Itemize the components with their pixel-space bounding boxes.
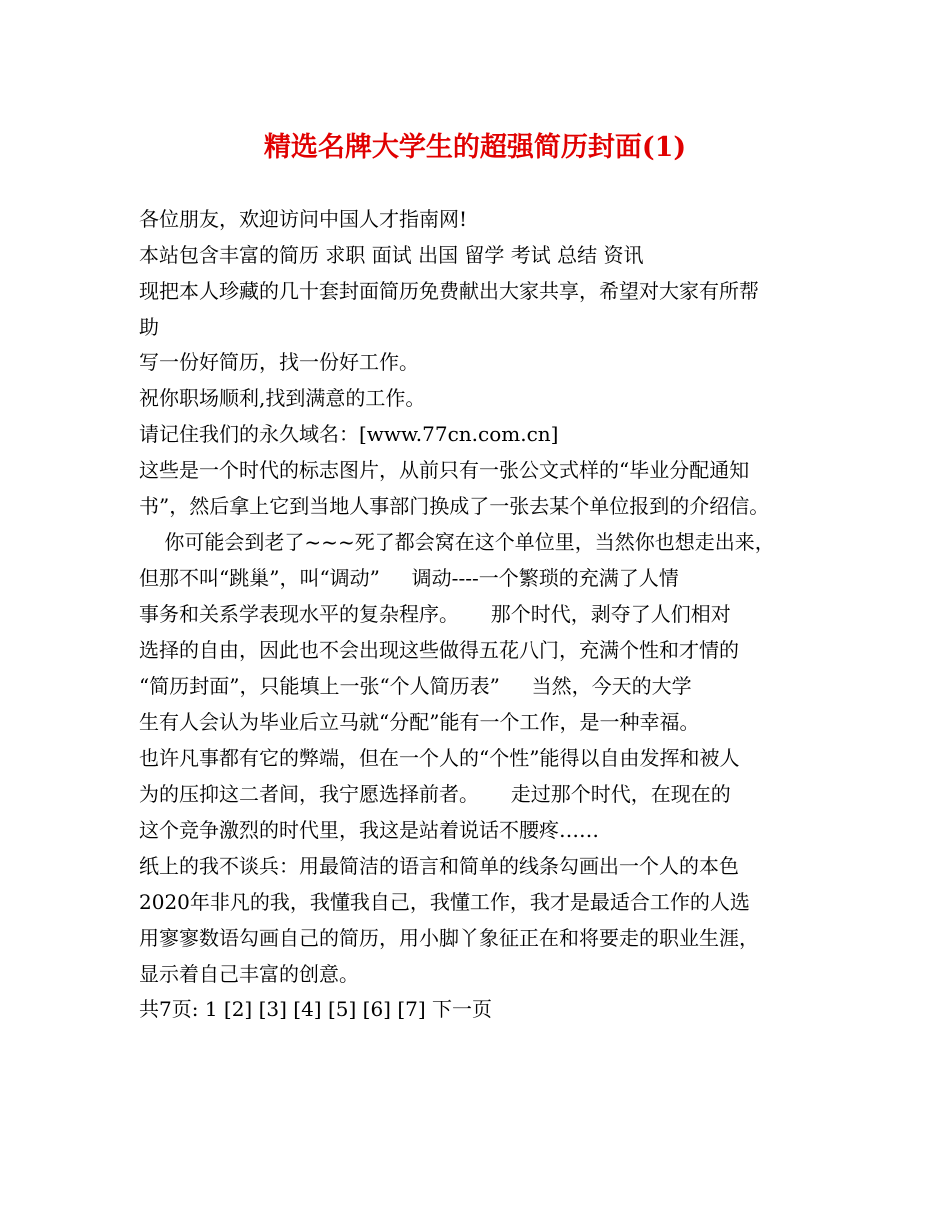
body-line-share-cont: 助 [139,315,159,339]
body-line-domain: 请记住我们的永久域名：[www.77cn.com.cn] [139,422,559,446]
body-line-paragraph: 选择的自由，因此也不会出现这些做得五花八门，充满个性和才情的 [139,638,739,662]
body-line-paragraph: 为的压抑这二者间，我宁愿选择前者。 走过那个时代，在现在的 [139,782,731,806]
body-line-tagline: 纸上的我不谈兵：用最简洁的语言和简单的线条勾画出一个人的本色 [139,854,739,878]
body-line-tagline: 用寥寥数语勾画自己的简历，用小脚丫象征正在和将要走的职业生涯， [139,926,759,950]
body-line-paragraph: 但那不叫“跳巢”，叫“调动” 调动----一个繁琐的充满了人情 [139,566,679,590]
body-line-tagline: 显示着自己丰富的创意。 [139,962,359,986]
body-line-site-content: 本站包含丰富的简历 求职 面试 出国 留学 考试 总结 资讯 [139,243,644,267]
pagination: 共7页: 1 [2] [3] [4] [5] [6] [7] 下一页 [139,997,493,1021]
body-line-paragraph: 生有人会认为毕业后立马就“分配”能有一个工作，是一种幸福。 [139,710,700,734]
body-line-welcome: 各位朋友，欢迎访问中国人才指南网! [139,207,468,231]
body-line-paragraph: 你可能会到老了~~~死了都会窝在这个单位里，当然你也想走出来， [139,530,775,554]
body-line-paragraph: 这个竞争激烈的时代里，我这是站着说话不腰疼…… [139,818,599,842]
body-line-paragraph: 事务和关系学表现水平的复杂程序。 那个时代，剥夺了人们相对 [139,602,731,626]
body-line-wish: 祝你职场顺利,找到满意的工作。 [139,386,426,410]
body-line-paragraph: 这些是一个时代的标志图片，从前只有一张公文式样的“毕业分配通知 [139,458,750,482]
body-line-paragraph: “简历封面”，只能填上一张“个人简历表” 当然，今天的大学 [139,674,692,698]
body-line-share: 现把本人珍藏的几十套封面简历免费献出大家共享，希望对大家有所帮 [139,279,759,303]
body-line-paragraph: 也许凡事都有它的弊端，但在一个人的“个性”能得以自由发挥和被人 [139,746,740,770]
document-title: 精选名牌大学生的超强简历封面(1) [263,132,687,163]
body-line-paragraph: 书”，然后拿上它到当地人事部门换成了一张去某个单位报到的介绍信。 [139,494,770,518]
body-line-tagline: 2020年非凡的我，我懂我自己，我懂工作，我才是最适合工作的人选 [139,890,750,914]
body-line-slogan: 写一份好简历，找一份好工作。 [139,350,419,374]
